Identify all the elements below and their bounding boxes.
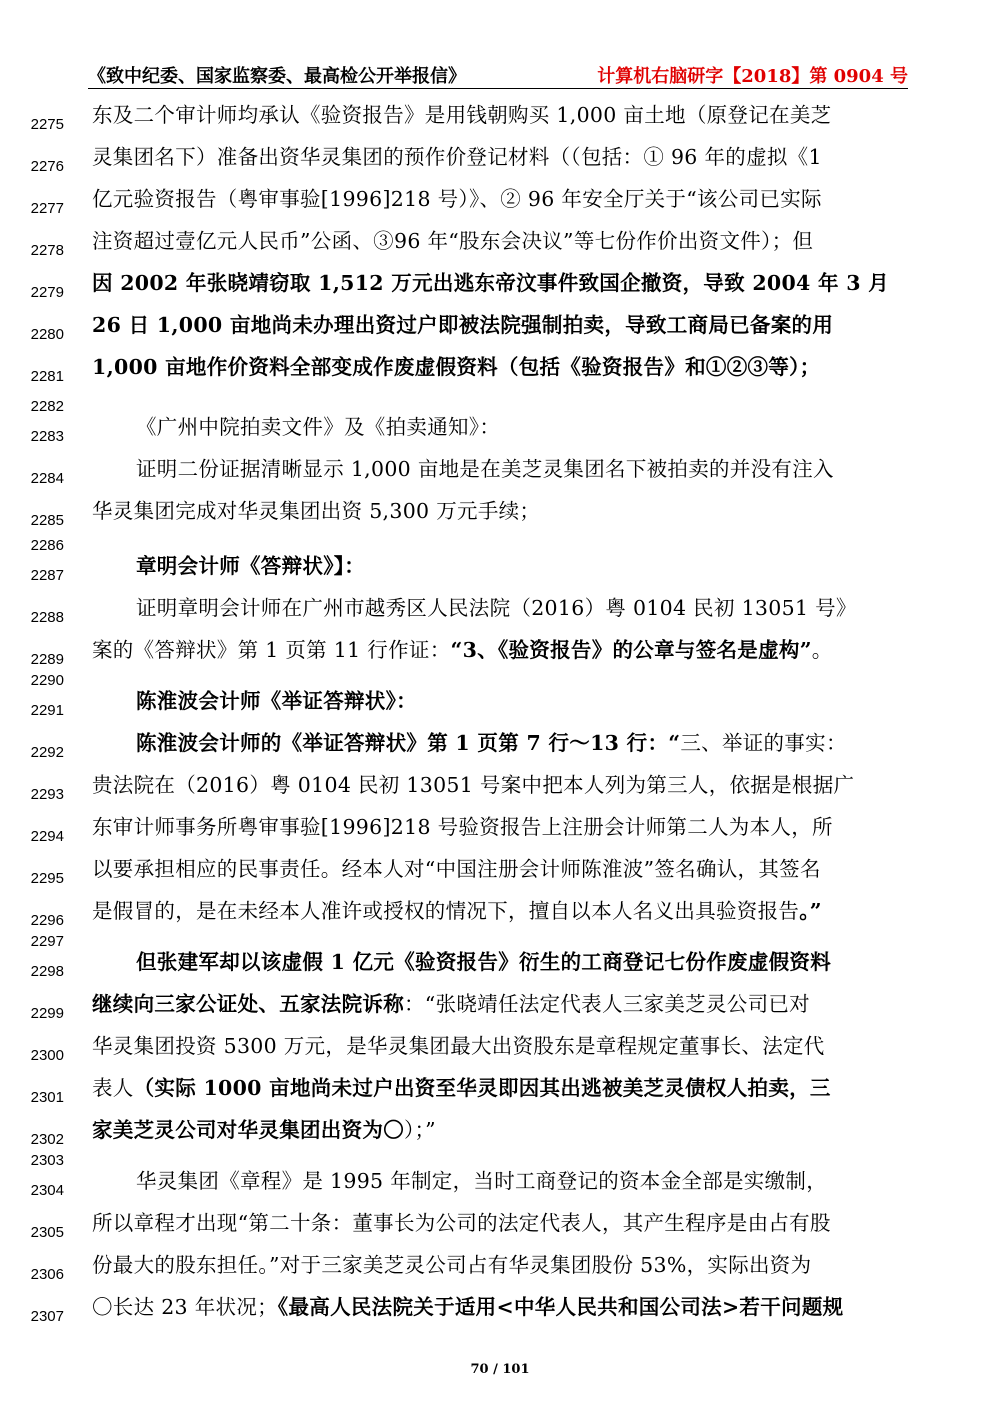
line-text xyxy=(92,142,908,172)
line-number: 2303 xyxy=(30,1152,64,1169)
bold-text-segment: 家美芝灵公司对华灵集团出资为〇 xyxy=(92,1118,404,1142)
bold-text-segment: 26 日 1,000 亩地尚未办理出资过户即被法院强制拍卖，导致工商局已备案的用 xyxy=(92,313,834,337)
text-line xyxy=(0,1292,1000,1330)
text-segment: 份最大的股东担任。”对于三家美芝灵公司占有华灵集团股份 53%，实际出资为 xyxy=(92,1253,812,1277)
line-number: 2279 xyxy=(30,284,64,301)
text-line xyxy=(0,352,1000,390)
line-text xyxy=(92,1031,908,1061)
line-text xyxy=(92,812,908,842)
line-number: 2285 xyxy=(30,512,64,529)
text-segment: 所以章程才出现“第二十条：董事长为公司的法定代表人，其产生程序是由占有股 xyxy=(92,1211,831,1235)
header-doc-number: 计算机右脑研字【2018】第 0904 号 xyxy=(597,66,908,87)
text-segment: ：“张晓靖任法定代表人三家美芝灵公司已对 xyxy=(404,992,810,1016)
line-number: 2302 xyxy=(30,1131,64,1148)
text-segment: 华灵集团《章程》是 1995 年制定，当时工商登记的资本金全部是实缴制， xyxy=(136,1169,828,1193)
text-segment: 三、举证的事实： xyxy=(680,731,847,755)
text-line xyxy=(0,412,1000,450)
text-segment: ）；” xyxy=(404,1118,436,1142)
text-segment: 证明二份证据清晰显示 1,000 亩地是在美芝灵集团名下被拍卖的并没有注入 xyxy=(136,457,834,481)
line-number: 2294 xyxy=(30,828,64,845)
line-number: 2307 xyxy=(30,1308,64,1325)
bold-text-segment: 《最高人民法院关于适用<中华人民共和国公司法>若干问题规 xyxy=(277,1295,844,1319)
bold-text-segment: 陈淮波会计师《举证答辩状》： xyxy=(136,689,417,713)
line-number: 2301 xyxy=(30,1089,64,1106)
text-segment: 东审计师事务所粤审事验[1996]218 号验资报告上注册会计师第二人为本人，所 xyxy=(92,815,833,839)
line-number: 2295 xyxy=(30,870,64,887)
text-line xyxy=(0,989,1000,1027)
text-segment: 《广州中院拍卖文件》及《拍卖通知》： xyxy=(136,415,501,439)
text-line xyxy=(0,226,1000,264)
text-segment: 华灵集团投资 5300 万元，是华灵集团最大出资股东是章程规定董事长、法定代 xyxy=(92,1034,825,1058)
text-line xyxy=(0,686,1000,724)
line-text xyxy=(92,310,908,340)
line-text xyxy=(92,100,908,130)
page-number: 70 / 101 xyxy=(470,1362,530,1377)
line-text xyxy=(92,1115,908,1145)
line-number: 2292 xyxy=(30,744,64,761)
line-number: 2304 xyxy=(30,1182,64,1199)
line-text xyxy=(92,496,908,526)
text-segment: 以要承担相应的民事责任。经本人对“中国注册会计师陈淮波”签名确认，其签名 xyxy=(92,857,821,881)
text-segment: 〇长达 23 年状况； xyxy=(92,1295,278,1319)
page-header xyxy=(88,62,908,89)
bold-text-segment: 1,000 亩地作价资料全部变成作废虚假资料（包括《验资报告》和①②③等）； xyxy=(92,355,821,379)
line-text xyxy=(92,268,908,298)
line-text xyxy=(136,412,908,442)
line-number: 2281 xyxy=(30,368,64,385)
line-number: 2283 xyxy=(30,428,64,445)
line-text xyxy=(136,454,908,484)
line-text xyxy=(92,635,908,665)
text-line xyxy=(0,1073,1000,1111)
line-number: 2290 xyxy=(30,672,64,689)
text-segment: 华灵集团完成对华灵集团出资 5,300 万元手续； xyxy=(92,499,541,523)
line-text xyxy=(92,352,908,382)
line-number: 2284 xyxy=(30,470,64,487)
text-segment: 。 xyxy=(811,638,833,662)
line-text xyxy=(92,989,908,1019)
line-text xyxy=(92,1292,908,1322)
line-text xyxy=(92,896,908,926)
line-text xyxy=(136,947,908,977)
line-number: 2277 xyxy=(30,200,64,217)
line-text xyxy=(92,184,908,214)
line-text xyxy=(92,226,908,256)
text-segment: 是假冒的，是在未经本人准许或授权的情况下，擅自以本人名义出具验资报告 xyxy=(92,899,800,923)
bold-text-segment: 陈淮波会计师的《举证答辩状》第 1 页第 7 行～13 行：“ xyxy=(136,731,681,755)
text-line xyxy=(0,812,1000,850)
line-number: 2291 xyxy=(30,702,64,719)
text-segment: 注资超过壹亿元人民币”公函、③96 年“股东会决议”等七份作价出资文件）；但 xyxy=(92,229,814,253)
text-line xyxy=(0,1208,1000,1246)
line-text xyxy=(92,1208,908,1238)
bold-text-segment: 但张建军却以该虚假 1 亿元《验资报告》衍生的工商登记七份作废虚假资料 xyxy=(136,950,832,974)
text-line xyxy=(0,1250,1000,1288)
bold-text-segment: （实际 1000 亩地尚未过户出资至华灵即因其出逃被美芝灵债权人拍卖，三 xyxy=(133,1076,831,1100)
line-number: 2278 xyxy=(30,242,64,259)
bold-text-segment: 章明会计师《答辩状》】： xyxy=(136,554,366,578)
line-number: 2280 xyxy=(30,326,64,343)
line-number: 2293 xyxy=(30,786,64,803)
bold-text-segment: 继续向三家公证处、五家法院诉称 xyxy=(92,992,404,1016)
text-segment: 东及二个审计师均承认《验资报告》是用钱朝购买 1,000 亩土地（原登记在美芝 xyxy=(92,103,832,127)
text-line xyxy=(0,142,1000,180)
line-text xyxy=(92,854,908,884)
bold-text-segment: 因 2002 年张晓靖窃取 1,512 万元出逃东帝汶事件致国企撤资，导致 2004 年 3 月 xyxy=(92,271,890,295)
text-segment: 贵法院在（2016）粤 0104 民初 13051 号案中把本人列为第三人，依据是根据广 xyxy=(92,773,855,797)
header-title: 《致中纪委、国家监察委、最高检公开举报信》 xyxy=(88,66,466,87)
text-line xyxy=(0,728,1000,766)
line-text xyxy=(92,770,908,800)
line-number: 2299 xyxy=(30,1005,64,1022)
text-line xyxy=(0,770,1000,808)
text-line xyxy=(0,947,1000,985)
line-number: 2289 xyxy=(30,651,64,668)
text-line xyxy=(0,1166,1000,1204)
text-segment: 灵集团名下）准备出资华灵集团的预作价登记材料（（包括：① 96 年的虚拟《1 xyxy=(92,145,822,169)
text-line xyxy=(0,854,1000,892)
text-line xyxy=(0,1031,1000,1069)
bold-text-segment: 。” xyxy=(799,899,822,923)
line-text xyxy=(92,1250,908,1280)
line-number: 2306 xyxy=(30,1266,64,1283)
text-line xyxy=(0,310,1000,348)
line-number: 2305 xyxy=(30,1224,64,1241)
line-number: 2298 xyxy=(30,963,64,980)
line-number: 2282 xyxy=(30,398,64,415)
text-line xyxy=(0,184,1000,222)
text-segment: 证明章明会计师在广州市越秀区人民法院（2016）粤 0104 民初 13051 号》 xyxy=(136,596,857,620)
line-number: 2276 xyxy=(30,158,64,175)
text-line xyxy=(0,100,1000,138)
text-line xyxy=(0,268,1000,306)
text-line xyxy=(0,454,1000,492)
line-number: 2275 xyxy=(30,116,64,133)
text-segment: 表人 xyxy=(92,1076,134,1100)
line-number: 2288 xyxy=(30,609,64,626)
line-text xyxy=(136,593,908,623)
line-text xyxy=(136,686,908,716)
line-number: 2300 xyxy=(30,1047,64,1064)
line-number: 2296 xyxy=(30,912,64,929)
line-number: 2297 xyxy=(30,933,64,950)
text-line xyxy=(0,593,1000,631)
line-number: 2287 xyxy=(30,567,64,584)
line-text xyxy=(92,1073,908,1103)
line-text xyxy=(136,728,908,758)
line-text xyxy=(136,551,908,581)
text-line xyxy=(0,551,1000,589)
line-number: 2286 xyxy=(30,537,64,554)
text-segment: 案的《答辩状》第 1 页第 11 行作证： xyxy=(92,638,451,662)
line-text xyxy=(136,1166,908,1196)
text-segment: 亿元验资报告（粤审事验[1996]218 号）》、② 96 年安全厅关于“该公司已实际 xyxy=(92,187,822,211)
bold-text-segment: “3、《验资报告》的公章与签名是虚构” xyxy=(450,638,812,662)
